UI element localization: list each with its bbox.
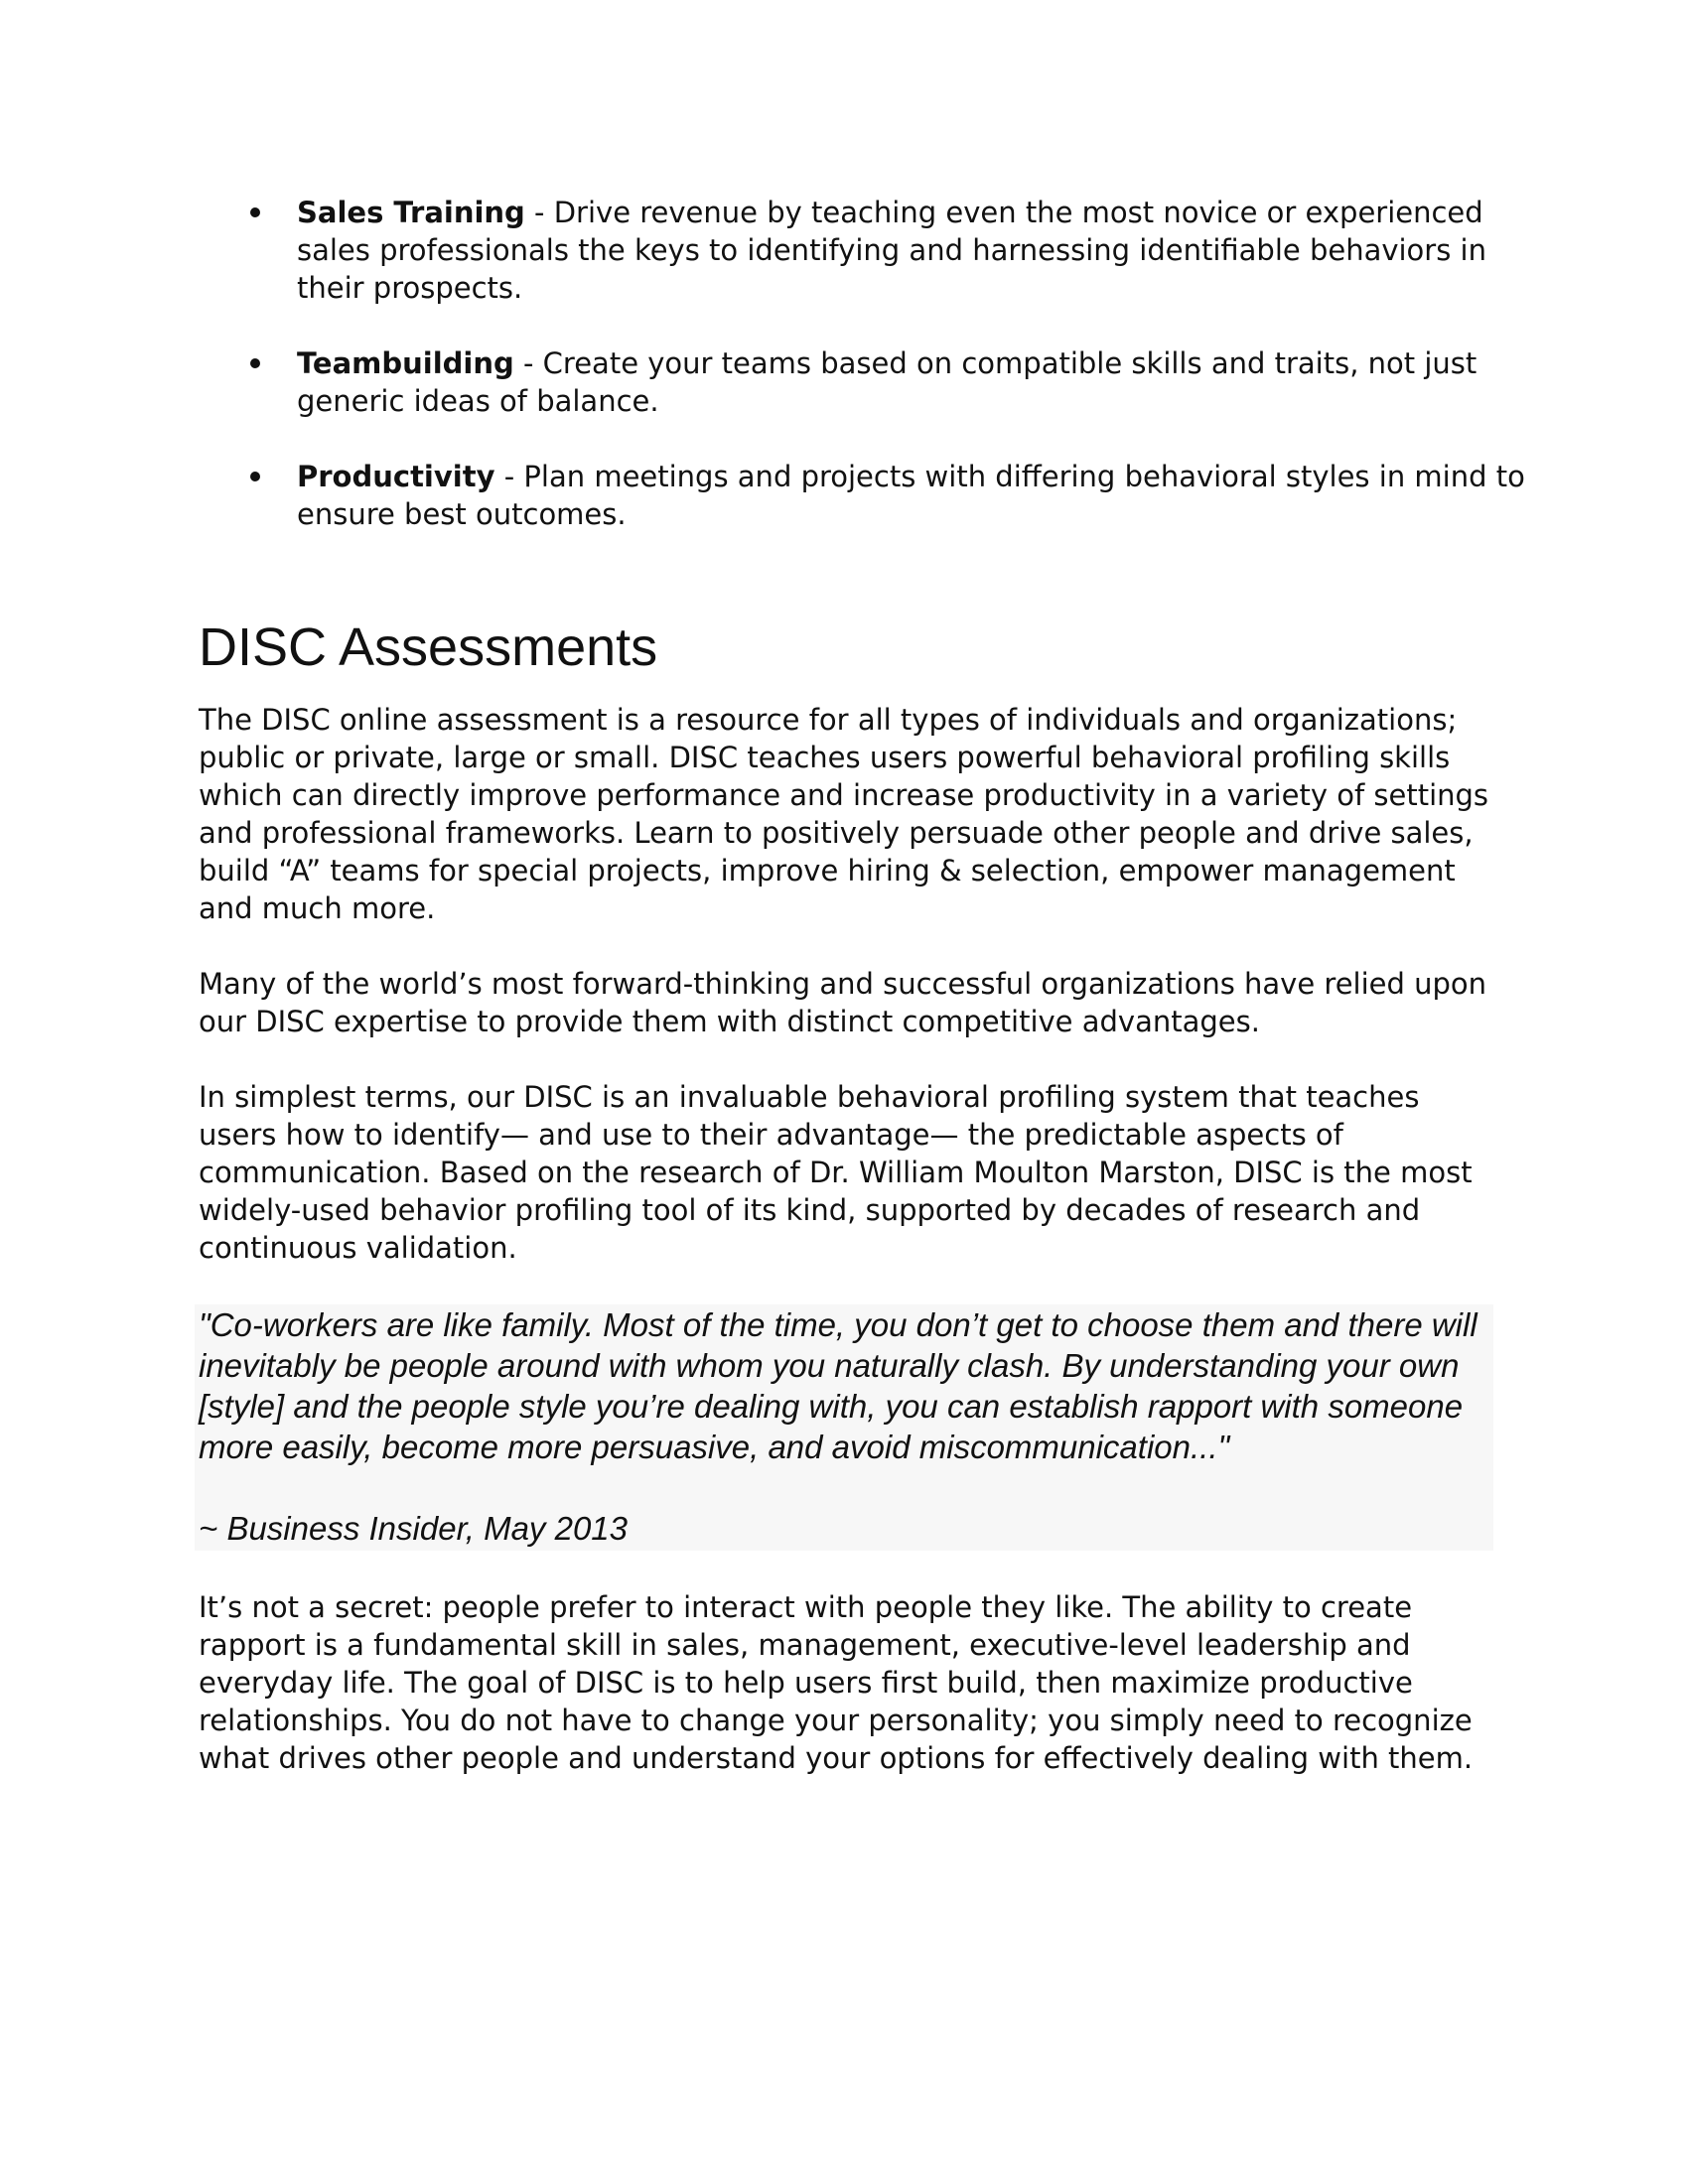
list-item-teambuilding [199, 344, 1489, 420]
organizations-paragraph: Many of the world’s most forward-thinking and successful organizations have relied upon our DISC expertise to provide them with distinct competitive advantages. [199, 967, 1487, 1038]
quote-block [195, 1304, 1493, 1551]
quote-text: "Co-workers are like family. Most of the time, you don’t get to choose them and there will inevitably be people around with whom you naturally clash. By understanding your own [style] and the people style you’re dealing with, you can establish rapport with someone more easily, become more persuasive, and avoid miscommunication..." [199, 1306, 1477, 1465]
section-heading: DISC Assessments [199, 617, 658, 677]
bullet-term: Sales Training [297, 196, 525, 229]
intro-paragraph: The DISC online assessment is a resource for all types of individuals and organizations; public or private, large or small. DISC teaches users powerful behavioral profiling skills which can directly improve performance and increase productivity in a variety of settings and professional frameworks. Learn to positively persuade other people and drive sales, build “A” teams for special projects, improve hiring & selection, empower management and much more. [199, 703, 1489, 925]
list-item-sales-training [199, 194, 1489, 307]
benefits-list [199, 194, 1525, 533]
bullet-term: Teambuilding [297, 346, 514, 380]
bullet-description: - Plan meetings and projects with differing behavioral styles in mind to ensure best outcomes. [297, 460, 1525, 531]
definition-paragraph: In simplest terms, our DISC is an invaluable behavioral profiling system that teaches users how to identify— and use to their advantage— the predictable aspects of communication. Based on the research of Dr. William Moulton Marston, DISC is the most widely-used behavior profiling tool of its kind, supported by decades of research and continuous validation. [199, 1080, 1473, 1265]
bullet-description: - Create your teams based on compatible skills and traits, not just generic ideas of balance. [297, 346, 1477, 418]
quote-source: ~ Business Insider, May 2013 [199, 1510, 628, 1547]
closing-paragraph: It’s not a secret: people prefer to interact with people they like. The ability to create rapport is a fundamental skill in sales, management, executive-level leadership and everyday life. The goal of DISC is to help users first build, then maximize productive relationships. You do not have to change your personality; you simply need to recognize what drives other people and understand your options for effectively dealing with them. [199, 1590, 1474, 1775]
bullet-term: Productivity [297, 460, 495, 493]
bullet-icon [250, 207, 260, 217]
bullet-icon [250, 472, 260, 481]
bullet-description: - Drive revenue by teaching even the most novice or experienced sales professionals the keys to identifying and harnessing identifiable behaviors in their prospects. [297, 196, 1486, 305]
document-page [199, 194, 1525, 1815]
list-item-productivity [199, 458, 1525, 533]
bullet-icon [250, 358, 260, 368]
